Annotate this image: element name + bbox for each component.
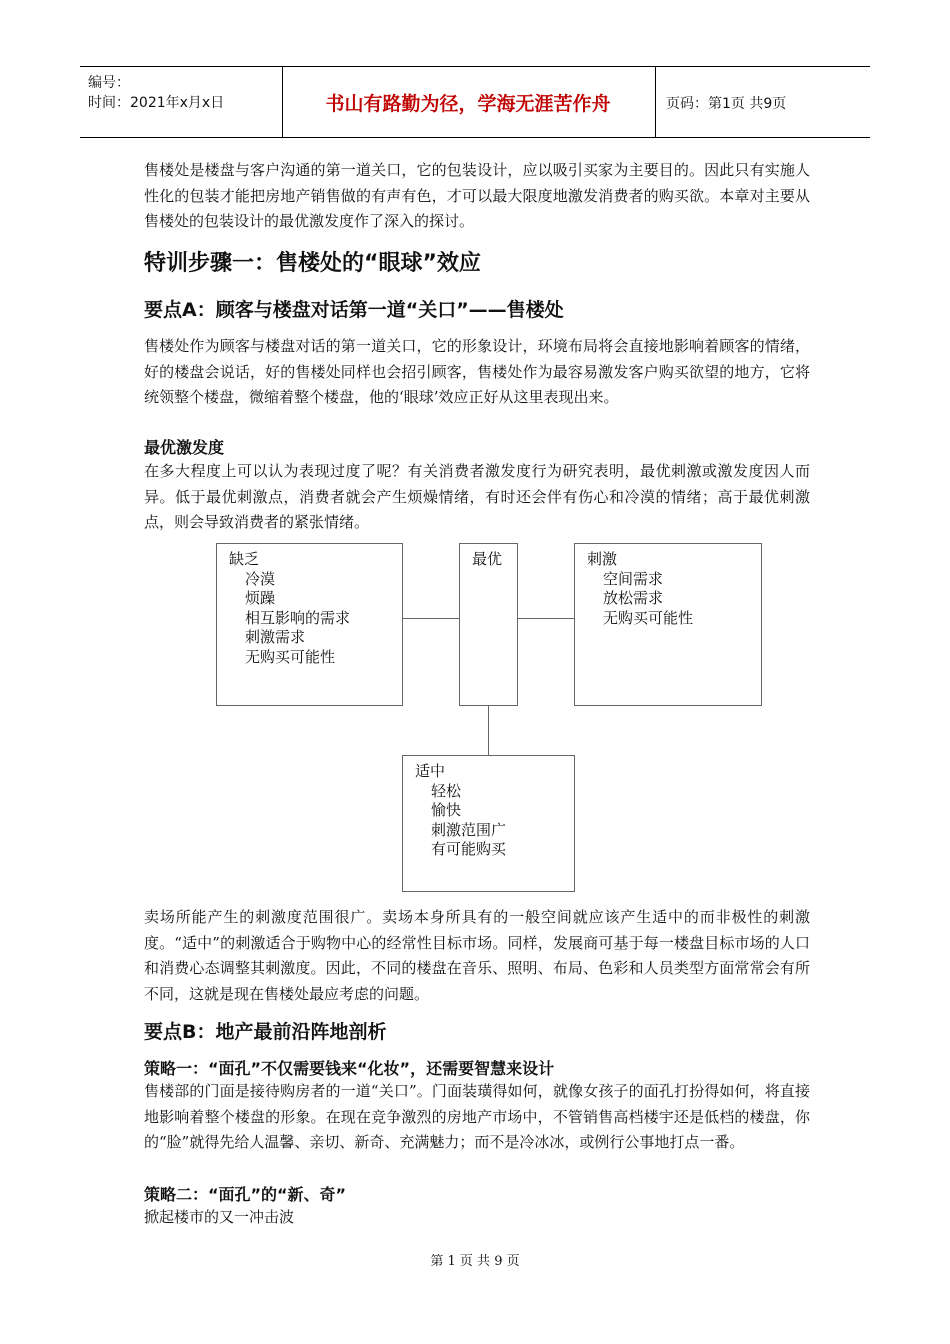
lack-item: 刺激需求 <box>245 628 306 646</box>
lack-item: 无购买可能性 <box>245 647 336 666</box>
point-a-paragraph: 售楼处作为顾客与楼盘对话的第一道关口，它的形象设计，环境布局将会直接地影响着顾客的情绪，好的楼盘会说话，好的售楼处同样也会招引顾客，售楼处作为最容易激发客户购买欲望的地方，它将统领整个楼盘，微缩着整个楼盘，他的‘眼球’效应正好从这里表现出来。 <box>144 337 810 406</box>
page-header <box>80 66 870 138</box>
stimulus-box <box>574 543 762 706</box>
time-label: 时间：2021年x月x日 <box>88 95 225 111</box>
optimal-paragraph: 在多大程度上可以认为表现过度了呢？有关消费者激发度行为研究表明，最优刺激或激发度因人而异。低于最优刺激点，消费者就会产生烦燥情绪，有时还会伴有伤心和冷漠的情绪；高于最优刺激点，则会导致消费者的紧张情绪。 <box>144 462 810 531</box>
optimal-title: 最优激发度 <box>144 438 225 457</box>
header-divider <box>655 67 656 137</box>
lack-item: 相互影响的需求 <box>245 608 351 627</box>
number-label: 编号： <box>88 75 130 91</box>
header-meta <box>88 73 224 113</box>
lack-item: 烦躁 <box>245 589 276 607</box>
moderate-title: 适中 <box>415 762 446 780</box>
stimulus-item: 无购买可能性 <box>603 608 694 627</box>
moderate-item: 愉快 <box>431 801 462 819</box>
optimal-box-title: 最优 <box>472 550 503 568</box>
header-motto: 书山有路勤为径，学海无涯苦作舟 <box>325 93 611 115</box>
page-footer: 第 1 页 共 9 页 <box>430 1254 520 1269</box>
step1-title: 特训步骤一：售楼处的“眼球”效应 <box>144 251 481 276</box>
strategy2-paragraph: 掀起楼市的又一冲击波 <box>144 1208 295 1226</box>
stimulus-item: 空间需求 <box>603 569 664 588</box>
moderate-item: 刺激范围广 <box>431 820 507 839</box>
moderate-box <box>402 755 575 892</box>
optimal-box <box>459 543 518 706</box>
moderate-item: 有可能购买 <box>431 840 507 858</box>
connector-line <box>488 705 489 756</box>
intro-paragraph: 售楼处是楼盘与客户沟通的第一道关口，它的包装设计，应以吸引买家为主要目的。因此只有实施人性化的包装才能把房地产销售做的有声有色，才可以最大限度地激发消费者的购买欲。本章对主要从售楼处的包装设计的最优激发度作了深入的探讨。 <box>144 161 810 230</box>
connector-line <box>402 618 460 619</box>
lack-box <box>216 543 403 706</box>
stimulus-item: 放松需求 <box>603 589 664 607</box>
point-a-title: 要点A：顾客与楼盘对话第一道“关口”——售楼处 <box>144 299 564 321</box>
strategy1-title: 策略一：“面孔”不仅需要钱来“化妆”，还需要智慧来设计 <box>144 1059 555 1078</box>
strategy1-paragraph: 售楼部的门面是接待购房者的一道“关口”。门面装璜得如何，就像女孩子的面孔打扮得如何，将直接地影响着整个楼盘的形象。在现在竞争激烈的房地产市场中，不管销售高档楼宇还是低档的楼盘，你的“脸”就得先给人温馨、亲切、新奇、充满魅力；而不是冷冰冰，或例行公事地打点一番。 <box>144 1082 810 1151</box>
strategy2-title: 策略二：“面孔”的“新、奇” <box>144 1185 347 1204</box>
lack-item: 冷漠 <box>245 569 276 588</box>
header-page-info: 页码：第1页 共9页 <box>666 96 787 112</box>
moderate-item: 轻松 <box>431 781 462 800</box>
stimulus-title: 刺激 <box>587 550 618 568</box>
lack-title: 缺乏 <box>229 550 260 568</box>
connector-line <box>517 618 575 619</box>
point-b-title: 要点B：地产最前沿阵地剖析 <box>144 1021 387 1043</box>
after-diagram-paragraph: 卖场所能产生的刺激度范围很广。卖场本身所具有的一般空间就应该产生适中的而非极性的刺激度。“适中”的刺激适合于购物中心的经常性目标市场。同样，发展商可基于每一楼盘目标市场的人口和消费心态调整其刺激度。因此，不同的楼盘在音乐、照明、布局、色彩和人员类型方面常常会有所不同，这就是现在售楼处最应考虑的问题。 <box>144 908 810 1003</box>
